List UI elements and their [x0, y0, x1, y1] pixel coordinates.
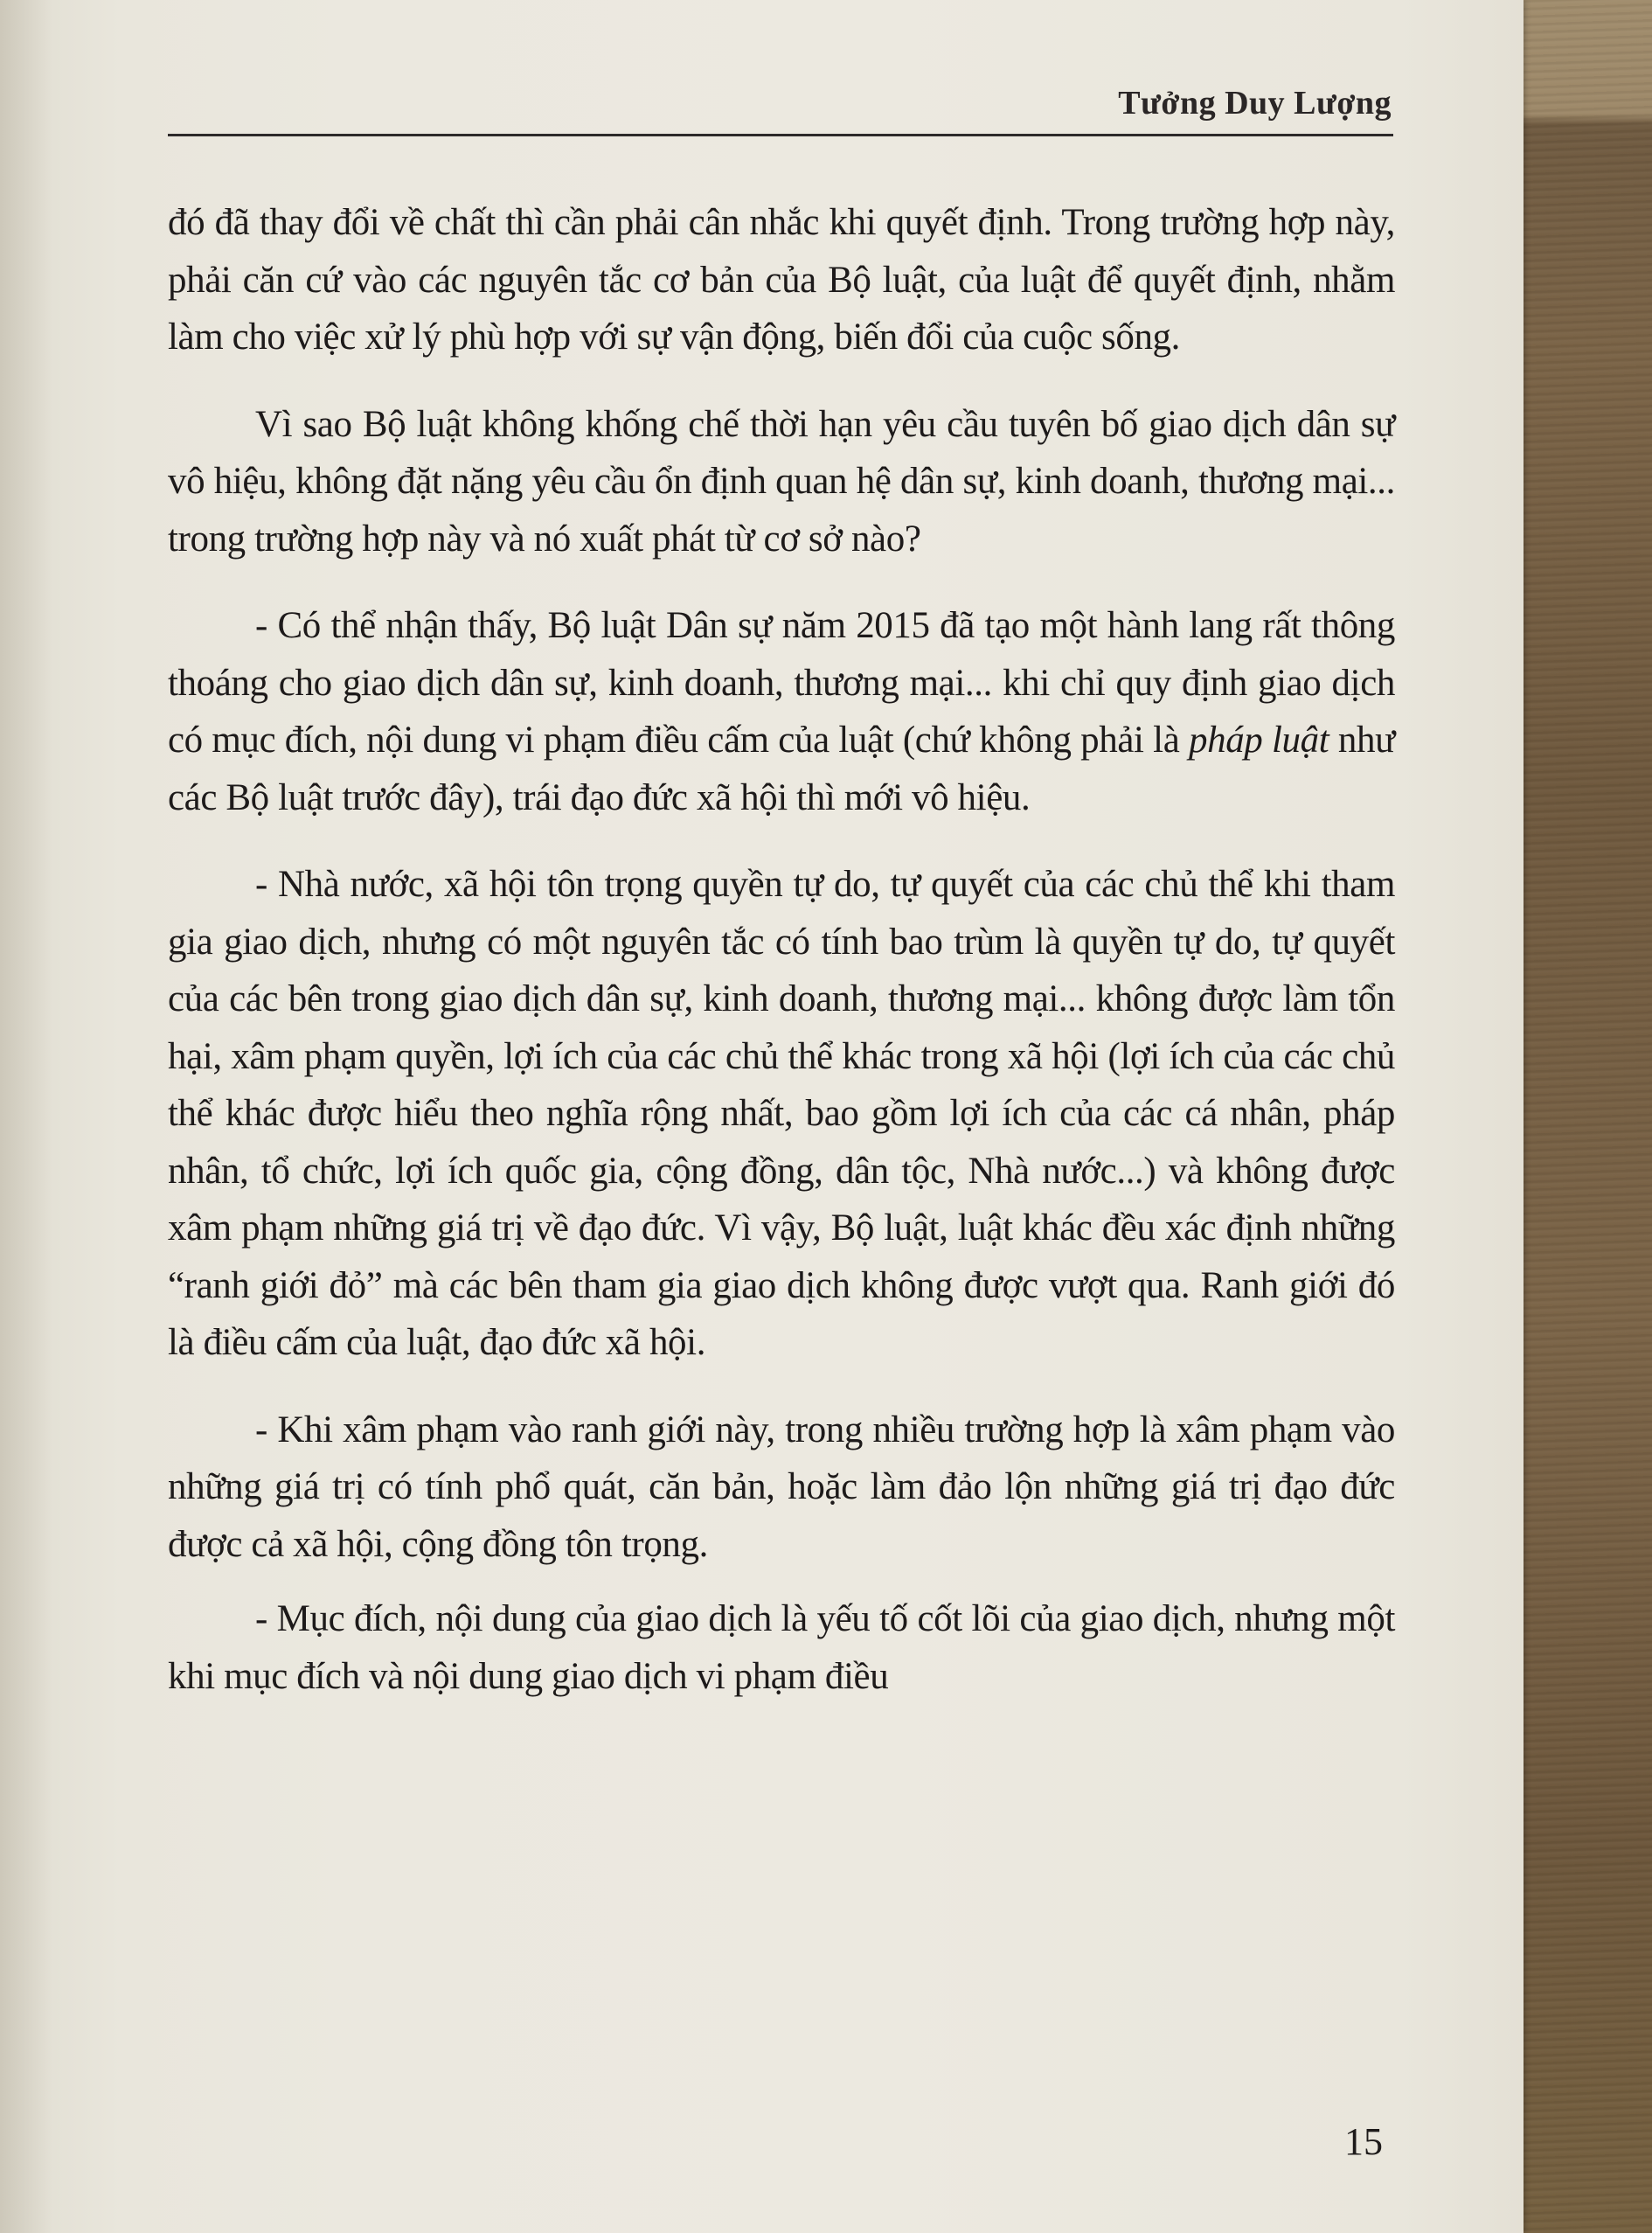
- wooden-table-background: [1524, 0, 1652, 2233]
- page-number: 15: [1344, 2120, 1383, 2163]
- body-text: [168, 194, 1395, 1705]
- paragraph-bullet-4: - Mục đích, nội dung của giao dịch là yếu tố cốt lõi của giao dịch, nhưng một khi mục đích và nội dung giao dịch vi phạm điều: [168, 1598, 1395, 1697]
- paragraph-bullet-1: [168, 597, 1395, 826]
- paragraph-bullet-2: - Nhà nước, xã hội tôn trọng quyền tự do, tự quyết của các chủ thể khi tham gia giao dịch, nhưng có một nguyên tắc có tính bao trùm là quyền tự do, tự quyết của các bên trong giao dịch dân sự, kinh doanh, thương mại... không được làm tổn hại, xâm phạm quyền, lợi ích của các chủ thể khác trong xã hội (lợi ích của các chủ thể khác được hiểu theo nghĩa rộng nhất, bao gồm lợi ích của các cá nhân, pháp nhân, tổ chức, lợi ích quốc gia, cộng đồng, dân tộc, Nhà nước...) và không được xâm phạm những giá trị về đạo đức. Vì vậy, Bộ luật, luật khác đều xác định những “ranh giới đỏ” mà các bên tham gia giao dịch không được vượt qua. Ranh giới đó là điều cấm của luật, đạo đức xã hội.: [168, 864, 1395, 1363]
- gutter-shadow: [0, 0, 52, 2233]
- paragraph-text: như các Bộ luật trước đây), trái đạo đức xã hội thì mới vô hiệu.: [168, 720, 1395, 818]
- paragraph-bullet-3: - Khi xâm phạm vào ranh giới này, trong nhiều trường hợp là xâm phạm vào những giá trị có tính phổ quát, căn bản, hoặc làm đảo lộn những giá trị đạo đức được cả xã hội, cộng đồng tôn trọng.: [168, 1409, 1395, 1565]
- italic-term: pháp luật: [1189, 720, 1329, 761]
- paragraph-continuation: đó đã thay đổi về chất thì cần phải cân nhắc khi quyết định. Trong trường hợp này, phải căn cứ vào các nguyên tắc cơ bản của Bộ luật, của luật để quyết định, nhằm làm cho việc xử lý phù hợp với sự vận động, biến đổi của cuộc sống.: [168, 202, 1395, 358]
- header-author: Tưởng Duy Lượng: [1118, 85, 1392, 122]
- header-rule: [168, 134, 1393, 136]
- paragraph-question: Vì sao Bộ luật không khống chế thời hạn yêu cầu tuyên bố giao dịch dân sự vô hiệu, không đặt nặng yêu cầu ổn định quan hệ dân sự, kinh doanh, thương mại... trong trường hợp này và nó xuất phát từ cơ sở nào?: [168, 403, 1395, 560]
- paragraph-text: - Có thể nhận thấy, Bộ luật Dân sự năm 2015 đã tạo một hành lang rất thông thoáng cho giao dịch dân sự, kinh doanh, thương mại... khi chỉ quy định giao dịch có mục đích, nội dung vi phạm điều cấm của luật (chứ không phải là: [168, 605, 1395, 761]
- running-header: [168, 77, 1392, 136]
